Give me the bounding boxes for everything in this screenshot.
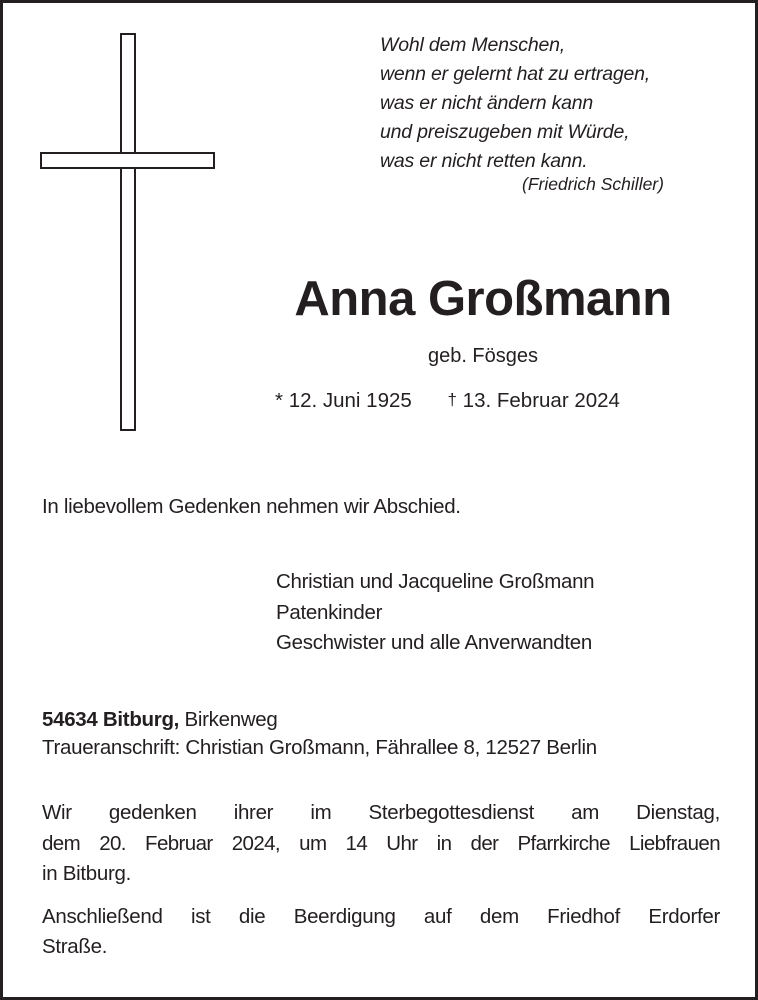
quote-line: Wohl dem Menschen, [380,34,565,56]
mourner: Christian und Jacqueline Großmann [276,570,595,593]
cross-vertical-beam [120,33,136,431]
obituary-notice [3,3,755,997]
quote-line: was er nicht ändern kann [380,92,594,114]
deceased-name: Anna Großmann [294,272,672,326]
residence [42,706,597,734]
address-block [42,706,597,762]
mourner: Geschwister und alle Anverwandten [276,631,593,654]
residence-city: 54634 Bitburg, [42,708,180,731]
service-line: Wir gedenken ihrer im Sterbegottesdienst am Dienstag, [42,801,720,824]
service-line: in Bitburg. [42,862,132,885]
farewell-text: In liebevollem Gedenken nehmen wir Abschied. [42,495,461,518]
life-dates [275,387,620,414]
quote [380,31,650,176]
death-date: † 13. Februar 2024 [447,389,620,412]
birth-date: * 12. Juni 1925 [275,389,412,412]
maiden-name: geb. Fösges [427,345,539,367]
service-line: dem 20. Februar 2024, um 14 Uhr in der Pfarrkirche Liebfrauen [42,831,720,855]
quote-line: und preiszugeben mit Würde, [380,121,630,143]
burial-line: Anschließend ist die Beerdigung auf dem Friedhof Erdorfer [42,904,720,928]
quote-line: was er nicht retten kann. [380,150,588,172]
service-info [42,798,720,963]
burial-info [42,902,720,963]
mourner: Patenkinder [276,600,383,624]
burial-line: Straße. [42,935,108,958]
mourners-list [276,567,594,659]
quote-author: (Friedrich Schiller) [522,174,664,194]
memorial-service [42,798,720,890]
cross-joint [122,154,134,167]
birth-star-icon: * [275,389,283,412]
death-cross-icon: † [447,390,457,409]
quote-line: wenn er gelernt hat zu ertragen, [380,63,651,85]
residence-street: Birkenweg [184,708,278,731]
mourning-address: Traueranschrift: Christian Großmann, Fährallee 8, 12527 Berlin [42,736,597,759]
